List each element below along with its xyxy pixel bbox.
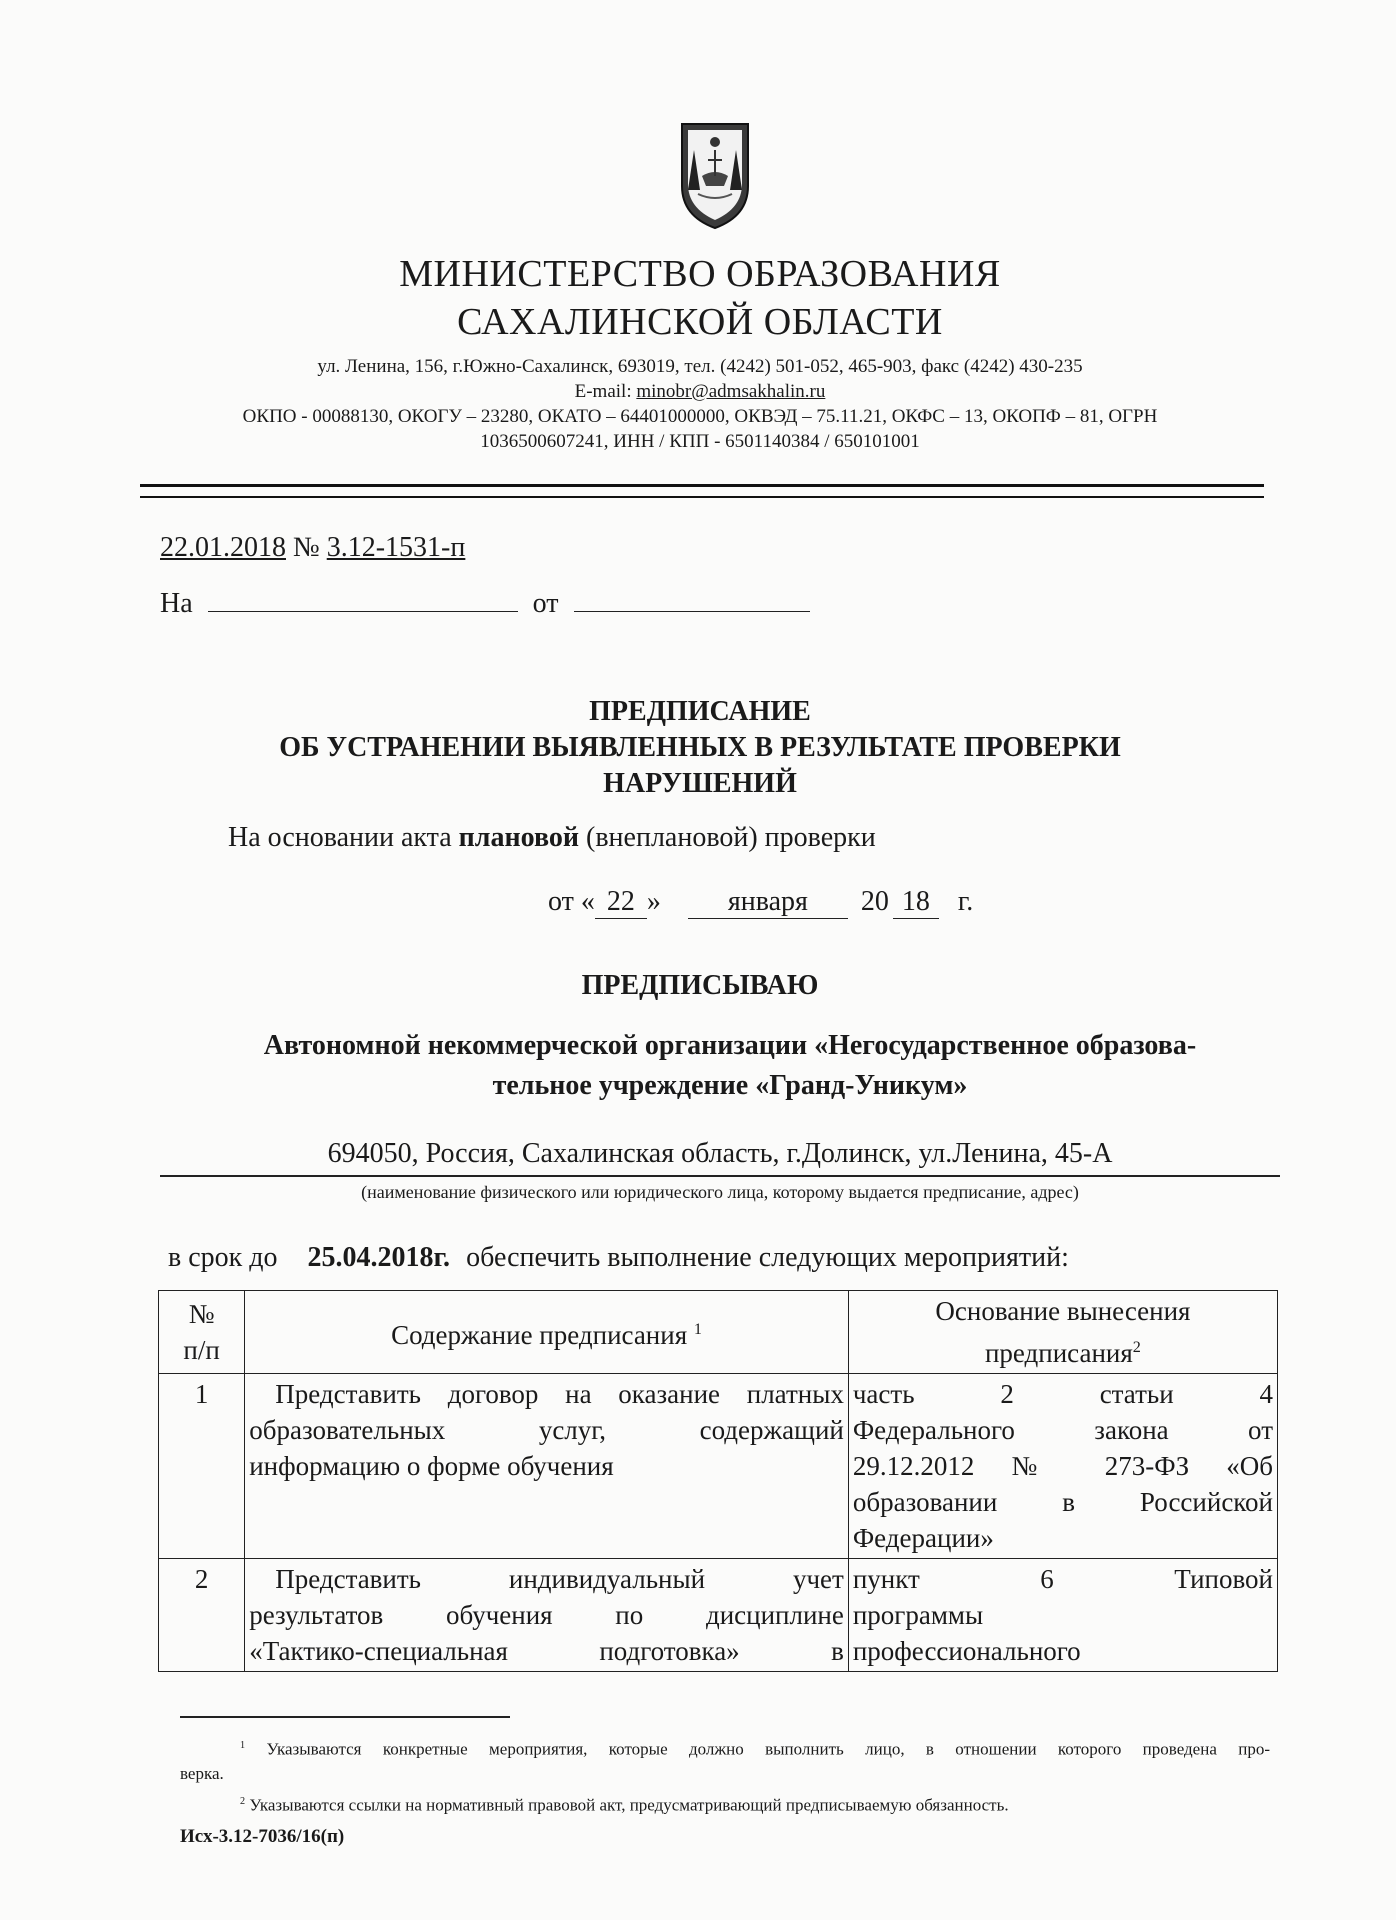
header-basis-line2: предписания	[984, 1338, 1133, 1368]
header-num-line2: п/п	[183, 1335, 220, 1365]
row-basis	[848, 1559, 1277, 1672]
basis-prefix: На основании акта	[228, 822, 459, 853]
ministry-name	[300, 250, 1100, 346]
ministry-email-line	[180, 380, 1220, 404]
header-basis-line2-wrap	[853, 1329, 1273, 1371]
row-number: 2	[159, 1559, 245, 1672]
organization-address: 694050, Россия, Сахалинская область, г.Долинск, ул.Ленина, 45-А	[327, 1138, 1113, 1169]
footnote-1-mark: 1	[240, 1740, 246, 1751]
row-basis	[848, 1374, 1277, 1559]
header-num	[159, 1291, 245, 1374]
header-content	[245, 1291, 849, 1374]
act-date-close-quote: »	[646, 886, 661, 917]
footnote-1-text: Указываются конкретные мероприятия, которые должно выполнить лицо, в отношении которого проведена про-	[245, 1739, 1270, 1759]
row-basis-line: 29.12.2012 № 273-ФЗ «Об	[852, 1451, 1273, 1481]
row-basis-line: часть 2 статьи 4	[852, 1379, 1273, 1409]
row-basis-line: Федерации»	[852, 1523, 994, 1553]
deadline-date: 25.04.2018г.	[307, 1242, 451, 1273]
act-date-year-prefix: 20	[860, 886, 889, 917]
ministry-name-line1: МИНИСТЕРСТВО ОБРАЗОВАНИЯ	[399, 253, 1001, 295]
row-content	[245, 1374, 849, 1559]
document-title-line2: ОБ УСТРАНЕНИИ ВЫЯВЛЕННЫХ В РЕЗУЛЬТАТЕ ПРОВЕРКИ	[279, 732, 1121, 763]
reference-number-blank	[208, 589, 518, 612]
act-date-ot: от «	[548, 886, 595, 917]
footnote-2	[180, 1788, 1270, 1820]
act-date-day: 22	[595, 886, 647, 919]
email-link[interactable]: minobr@admsakhalin.ru	[636, 381, 826, 402]
coat-of-arms-emblem	[672, 120, 758, 232]
footnote-1	[180, 1732, 1270, 1764]
organization-name	[180, 1026, 1280, 1106]
act-date-month: января	[688, 886, 848, 919]
inspection-basis	[228, 822, 876, 854]
header-basis-footnote-mark: 2	[1132, 1338, 1141, 1356]
deadline-line	[168, 1242, 1069, 1274]
row-basis-line: Федерального закона от	[852, 1415, 1273, 1445]
row-content-line: «Тактико-специальная подготовка» в	[249, 1636, 844, 1666]
header-divider-thin	[140, 496, 1264, 498]
deadline-prefix: в срок до	[168, 1242, 278, 1273]
document-title-line1: ПРЕДПИСАНИЕ	[589, 696, 811, 727]
footnote-1-continuation: верка.	[180, 1764, 224, 1783]
organization-address-caption: (наименование физического или юридического лица, которому выдается предписание, адрес)	[361, 1182, 1079, 1202]
organization-name-line2: тельное учреждение «Гранд-Уникум»	[492, 1070, 968, 1101]
row-content	[245, 1559, 849, 1672]
organization-address-line	[160, 1175, 1280, 1177]
row-content-line: Представить договор на оказание платных	[275, 1379, 844, 1409]
ministry-address: ул. Ленина, 156, г.Южно-Сахалинск, 693019, тел. (4242) 501-052, 465-903, факс (4242) 430-235	[317, 356, 1083, 377]
document-title	[200, 694, 1200, 802]
row-basis-line: образовании в Российской	[852, 1487, 1273, 1517]
deadline-suffix: обеспечить выполнение следующих мероприятий:	[466, 1242, 1069, 1273]
table-row	[159, 1559, 1278, 1672]
outgoing-number: Исх-3.12-7036/16(п)	[180, 1826, 345, 1847]
ministry-codes-line1: ОКПО - 00088130, ОКОГУ – 23280, ОКАТО – 64401000000, ОКВЭД – 75.11.21, ОКФС – 13, ОКОПФ – 81, ОГРН	[242, 406, 1158, 427]
row-number: 1	[159, 1374, 245, 1559]
reference-line	[160, 588, 810, 620]
footnote-divider	[180, 1716, 510, 1718]
footnote-2-mark: 2	[240, 1796, 246, 1807]
registration-date: 22.01.2018	[160, 532, 286, 563]
reference-na-label: На	[160, 588, 193, 619]
ministry-codes-line2: 1036500607241, ИНН / КПП - 6501140384 / 650101001	[480, 431, 920, 452]
order-heading: ПРЕДПИСЫВАЮ	[581, 970, 819, 1001]
registration-line	[160, 532, 465, 564]
row-content-line: результатов обучения по дисциплине	[249, 1600, 844, 1630]
reference-ot-label: от	[532, 588, 559, 619]
document-title-line3: НАРУШЕНИЙ	[603, 768, 797, 799]
act-date-year: 18	[893, 886, 939, 919]
email-label: E-mail:	[574, 381, 637, 402]
header-content-footnote-mark: 1	[693, 1320, 702, 1338]
table-header-row	[159, 1291, 1278, 1374]
act-date-g: г.	[957, 886, 974, 917]
registration-number: 3.12-1531-п	[326, 532, 466, 563]
basis-suffix: (внеплановой) проверки	[579, 822, 876, 853]
table-row	[159, 1374, 1278, 1559]
header-num-line1: №	[188, 1299, 215, 1329]
ministry-name-line2: САХАЛИНСКОЙ ОБЛАСТИ	[457, 301, 943, 343]
header-basis-line1: Основание вынесения	[935, 1296, 1191, 1326]
act-date	[548, 886, 973, 919]
header-divider-thick	[140, 484, 1264, 487]
registration-number-label: №	[293, 532, 320, 563]
row-basis-line: пункт 6 Типовой	[852, 1564, 1273, 1594]
row-content-line: информацию о форме обучения	[249, 1451, 614, 1481]
footnote-2-text: Указываются ссылки на нормативный правовой акт, предусматривающий предписываемую обязанность.	[245, 1795, 1009, 1815]
reference-date-blank	[574, 589, 810, 612]
organization-name-line1: Автономной некоммерческой организации «Негосударственное образова-	[263, 1030, 1197, 1061]
header-content-label: Содержание предписания	[391, 1320, 694, 1350]
row-basis-line: программы	[852, 1600, 984, 1630]
header-basis	[848, 1291, 1277, 1374]
basis-planned: плановой	[458, 822, 580, 853]
row-content-line: образовательных услуг, содержащий	[249, 1415, 844, 1445]
row-content-line: Представить индивидуальный учет	[275, 1564, 844, 1594]
measures-table	[158, 1290, 1278, 1672]
row-basis-line: профессионального	[852, 1636, 1081, 1666]
